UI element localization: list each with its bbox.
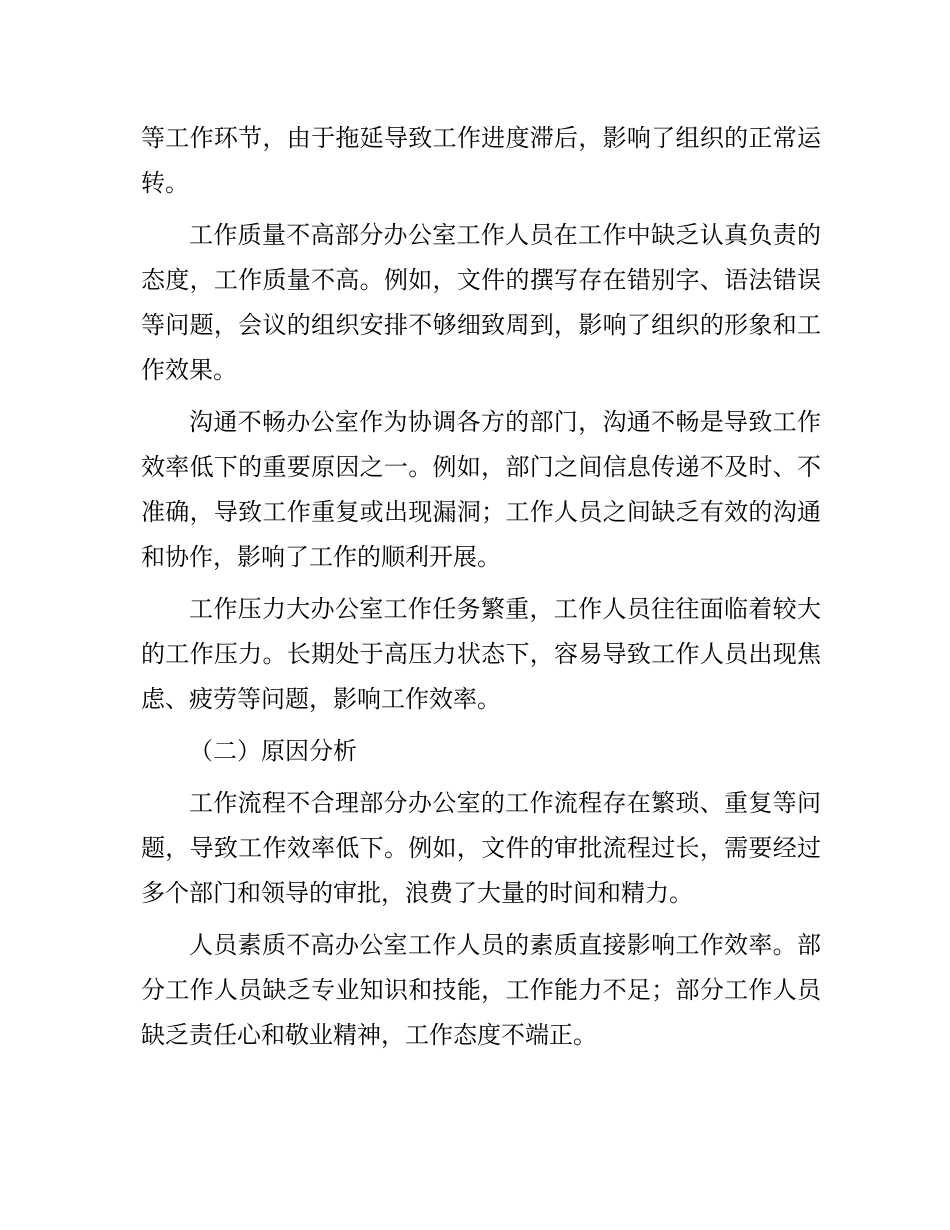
document-body [141, 116, 821, 1065]
section-heading-cause-analysis: （二）原因分析 [189, 737, 357, 765]
paragraph-continuation: 等工作环节，由于拖延导致工作进度滞后，影响了组织的正常运转。 [141, 124, 821, 197]
paragraph-communication: 沟通不畅办公室作为协调各方的部门，沟通不畅是导致工作效率低下的重要原因之一。例如，部门之间信息传递不及时、不准确，导致工作重复或出现漏洞；工作人员之间缺乏有效的沟通和协作，影响了工作的顺利开展。 [141, 408, 821, 571]
paragraph-workflow: 工作流程不合理部分办公室的工作流程存在繁琐、重复等问题，导致工作效率低下。例如，文件的审批流程过长，需要经过多个部门和领导的审批，浪费了大量的时间和精力。 [141, 789, 821, 907]
paragraph-staff-quality: 人员素质不高办公室工作人员的素质直接影响工作效率。部分工作人员缺乏专业知识和技能，工作能力不足；部分工作人员缺乏责任心和敬业精神，工作态度不端正。 [141, 931, 821, 1049]
paragraph-work-pressure: 工作压力大办公室工作任务繁重，工作人员往往面临着较大的工作压力。长期处于高压力状态下，容易导致工作人员出现焦虑、疲劳等问题，影响工作效率。 [141, 595, 821, 713]
paragraph-work-quality: 工作质量不高部分办公室工作人员在工作中缺乏认真负责的态度，工作质量不高。例如，文件的撰写存在错别字、语法错误等问题，会议的组织安排不够细致周到，影响了组织的形象和工作效果。 [141, 221, 821, 384]
